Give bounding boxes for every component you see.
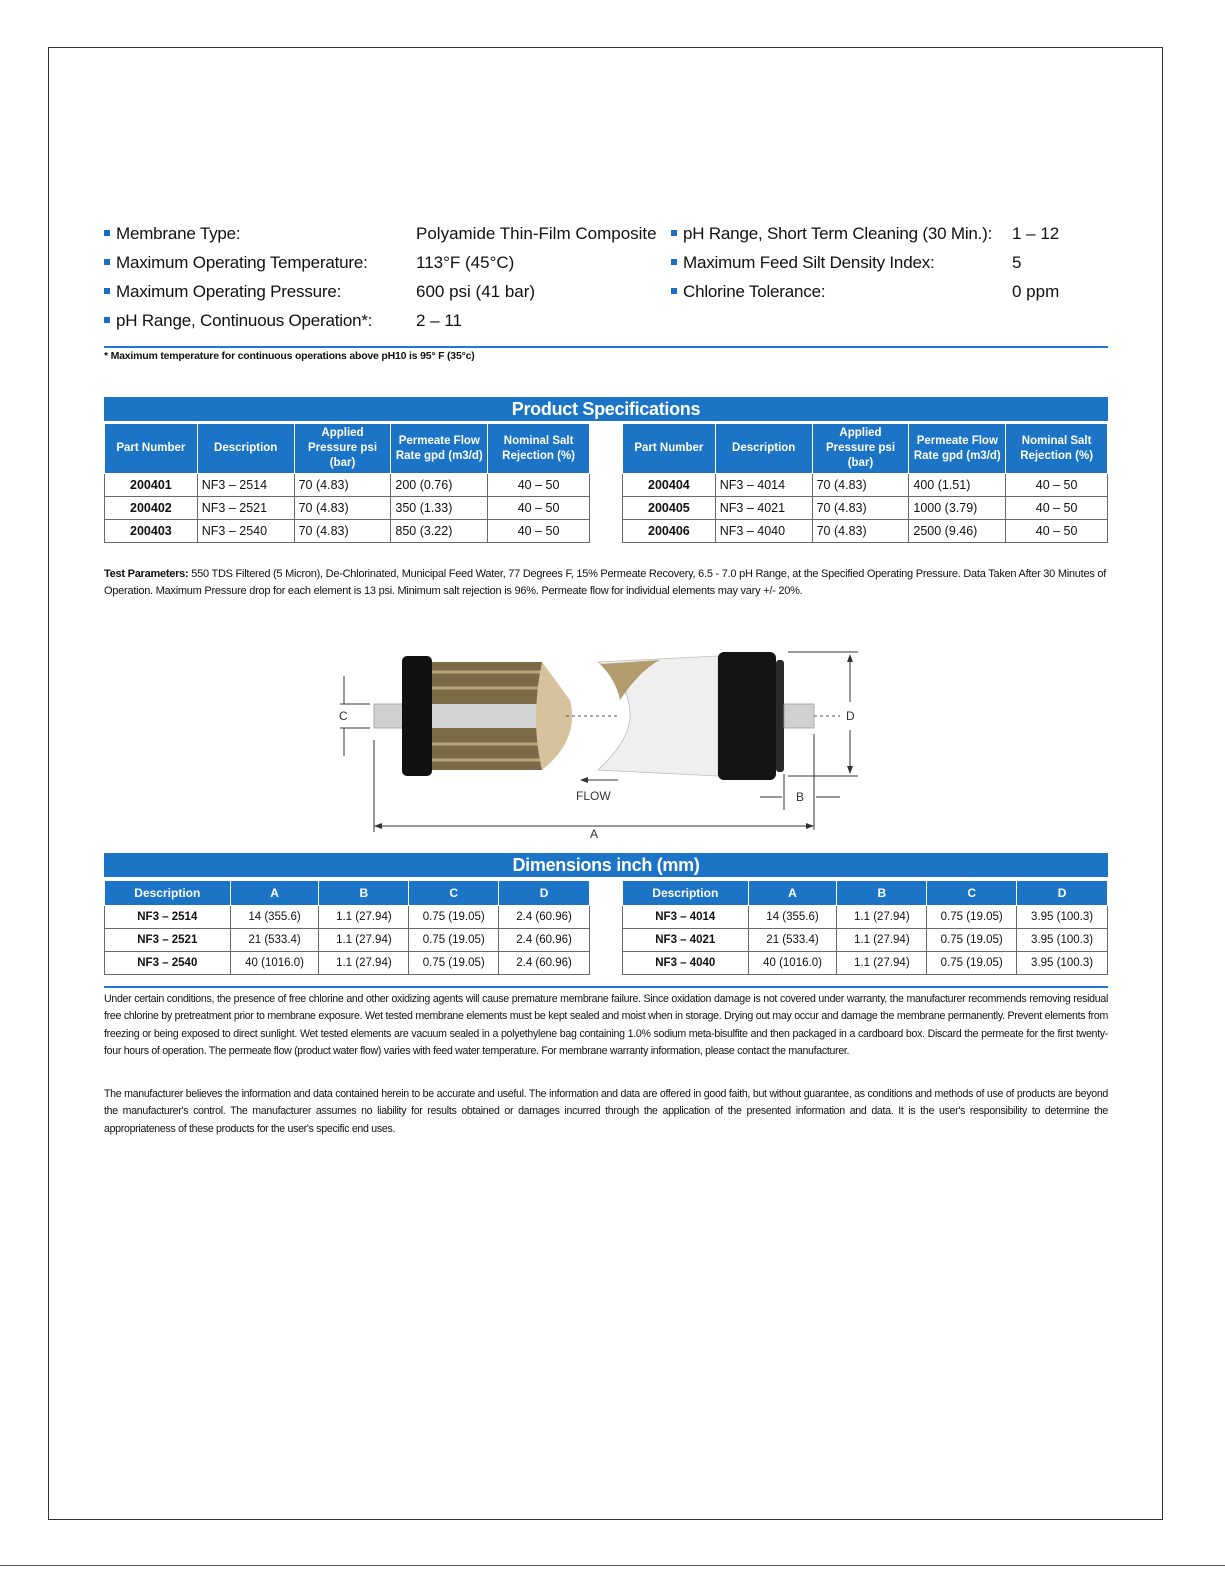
product-specs-table-right [622, 423, 1108, 543]
table-cell: 400 (1.51) [909, 474, 1006, 497]
table-cell: NF3 – 2521 [197, 497, 294, 520]
column-header: A [230, 881, 319, 906]
product-specs-table-left [104, 423, 590, 543]
table-cell: 200406 [623, 520, 716, 543]
test-parameters-label: Test Parameters: [104, 568, 189, 580]
table-cell: 0.75 (19.05) [409, 952, 499, 975]
table-header-row [623, 424, 1108, 474]
table-cell: 200402 [105, 497, 198, 520]
column-header: Description [105, 881, 231, 906]
end-cap-rim [776, 660, 784, 772]
membrane-specs [104, 224, 1108, 344]
spec-item [104, 224, 240, 244]
table-cell: NF3 – 2514 [197, 474, 294, 497]
column-header: A [748, 881, 837, 906]
table-row [623, 520, 1108, 543]
table-row [623, 929, 1108, 952]
table-cell: NF3 – 2521 [105, 929, 231, 952]
table-cell: 0.75 (19.05) [927, 952, 1017, 975]
arrow-icon [374, 823, 382, 829]
temperature-footnote: * Maximum temperature for continuous operations above pH10 is 95° F (35°c) [104, 350, 475, 362]
test-parameters-text: 550 TDS Filtered (5 Micron), De-Chlorinated, Municipal Feed Water, 77 Degrees F, 15% Permeate Recovery, 6.5 - 7.0 pH Range, at the Specified Operating Pressure. Data Taken After 30 Minutes of Operation. Maximum Pressure drop for each element is 13 psi. Minimum salt rejection is 96%. Permeate flow for individual elements may vary +/- 20%. [104, 568, 1107, 597]
table-cell: 0.75 (19.05) [409, 929, 499, 952]
column-header: Description [623, 881, 749, 906]
table-cell: 850 (3.22) [391, 520, 488, 543]
table-row [105, 952, 590, 975]
test-parameters [104, 566, 1108, 600]
dimensions-divider [104, 986, 1108, 988]
table-row [623, 497, 1108, 520]
table-cell: 1.1 (27.94) [319, 952, 409, 975]
arrow-icon [806, 823, 814, 829]
table-cell: NF3 – 4021 [715, 497, 812, 520]
column-header: Permeate Flow Rate gpd (m3/d) [909, 424, 1006, 474]
table-cell: 70 (4.83) [812, 520, 909, 543]
table-cell: NF3 – 2514 [105, 906, 231, 929]
spec-value: 113°F (45°C) [416, 253, 515, 272]
bullet-icon [671, 259, 677, 265]
table-cell: 350 (1.33) [391, 497, 488, 520]
table-cell: NF3 – 4021 [623, 929, 749, 952]
table-cell: 2500 (9.46) [909, 520, 1006, 543]
bullet-icon [671, 288, 677, 294]
dim-d-label: D [846, 709, 855, 723]
spec-item [671, 282, 825, 302]
arrow-icon [847, 654, 853, 662]
end-cap-left [402, 656, 432, 776]
chlorine-warning-paragraph: Under certain conditions, the presence of free chlorine and other oxidizing agents will cause premature membrane failure. Since oxidation damage is not covered under warranty, the manufacturer recommends removing residual free chlorine by pretreatment prior to membrane exposure. Wet tested membrane elements must be kept sealed and moist when in storage. Drying out may occur and damage the membrane permanently. Prevent elements from freezing or being exposed to direct sunlight. Wet tested elements are vacuum sealed in a polyethylene bag containing 1.0% sodium meta-bisulfite and then packaged in a cardboard box. Discard the permeate for the first twenty-four hours of operation. The permeate flow (product water flow) varies with feed water temperature. For membrane warranty information, please contact the manufacturer. [104, 993, 1108, 1057]
table-cell: 3.95 (100.3) [1017, 929, 1108, 952]
column-header: B [837, 881, 927, 906]
membrane-element-diagram [330, 640, 870, 840]
table-cell: 2.4 (60.96) [499, 906, 590, 929]
spec-label: Maximum Feed Silt Density Index: [683, 253, 935, 272]
table-cell: 14 (355.6) [748, 906, 837, 929]
spec-item [104, 282, 341, 302]
table-cell: 21 (533.4) [748, 929, 837, 952]
table-header-row [105, 881, 590, 906]
table-cell: 200405 [623, 497, 716, 520]
table-cell: 1.1 (27.94) [837, 929, 927, 952]
spec-label: pH Range, Continuous Operation*: [116, 311, 373, 330]
bullet-icon [671, 230, 677, 236]
column-header: Nominal Salt Rejection (%) [1006, 424, 1108, 474]
table-cell: 200403 [105, 520, 198, 543]
spec-item [104, 311, 372, 331]
table-cell: 3.95 (100.3) [1017, 906, 1108, 929]
table-cell: NF3 – 4040 [715, 520, 812, 543]
spec-item [671, 253, 935, 273]
table-cell: NF3 – 4014 [715, 474, 812, 497]
table-cell: NF3 – 4040 [623, 952, 749, 975]
table-cell: 40 – 50 [1006, 474, 1108, 497]
bullet-icon [104, 317, 110, 323]
table-cell: NF3 – 4014 [623, 906, 749, 929]
column-header: C [409, 881, 499, 906]
table-row [105, 474, 590, 497]
column-header: C [927, 881, 1017, 906]
table-cell: 1.1 (27.94) [319, 906, 409, 929]
dim-c-label: C [339, 709, 348, 723]
table-cell: 21 (533.4) [230, 929, 319, 952]
table-cell: 70 (4.83) [294, 497, 391, 520]
table-row [105, 906, 590, 929]
column-header: D [499, 881, 590, 906]
spec-label: Maximum Operating Temperature: [116, 253, 368, 272]
table-row [105, 497, 590, 520]
column-header: Applied Pressure psi (bar) [294, 424, 391, 474]
spec-value: 0 ppm [1012, 282, 1060, 301]
table-cell: 40 – 50 [1006, 497, 1108, 520]
spec-value: 600 psi (41 bar) [416, 282, 536, 301]
arrow-icon [847, 766, 853, 774]
table-row [105, 520, 590, 543]
table-cell: 2.4 (60.96) [499, 952, 590, 975]
spec-label: Chlorine Tolerance: [683, 282, 826, 301]
table-row [623, 474, 1108, 497]
table-cell: 1.1 (27.94) [837, 906, 927, 929]
table-cell: 40 – 50 [488, 520, 590, 543]
table-cell: NF3 – 2540 [105, 952, 231, 975]
permeate-tube-right [784, 704, 814, 728]
spec-label: Maximum Operating Pressure: [116, 282, 342, 301]
table-cell: 40 – 50 [1006, 520, 1108, 543]
flow-arrow-icon [580, 777, 588, 783]
bullet-icon [104, 288, 110, 294]
table-cell: 0.75 (19.05) [927, 906, 1017, 929]
bottom-divider [0, 1565, 1225, 1566]
table-header-row [105, 424, 590, 474]
specs-divider [104, 346, 1108, 348]
spec-label: Membrane Type: [116, 224, 241, 243]
table-row [105, 929, 590, 952]
spec-value: 5 [1012, 253, 1022, 272]
disclaimer-paragraph: The manufacturer believes the information and data contained herein to be accurate and useful. The information and data are offered in good faith, but without guarantee, as conditions and methods of use of products are beyond the manufacturer's control. The manufacturer assumes no liability for results obtained or damages incurred through the application of the presented information and data. It is the user's responsibility to determine the appropriateness of these products for the user's specific end uses. [104, 1088, 1108, 1135]
table-cell: 70 (4.83) [294, 474, 391, 497]
spec-item [104, 253, 368, 273]
bullet-icon [104, 230, 110, 236]
table-cell: 0.75 (19.05) [409, 906, 499, 929]
table-cell: 70 (4.83) [294, 520, 391, 543]
table-cell: 40 (1016.0) [230, 952, 319, 975]
spec-value: 1 – 12 [1012, 224, 1060, 243]
table-cell: NF3 – 2540 [197, 520, 294, 543]
dimensions-title: Dimensions inch (mm) [104, 853, 1108, 877]
dimensions-table-right [622, 880, 1108, 975]
table-cell: 1000 (3.79) [909, 497, 1006, 520]
table-cell: 40 – 50 [488, 474, 590, 497]
table-header-row [623, 881, 1108, 906]
bullet-icon [104, 259, 110, 265]
table-row [623, 906, 1108, 929]
column-header: Description [197, 424, 294, 474]
table-cell: 1.1 (27.94) [319, 929, 409, 952]
column-header: Permeate Flow Rate gpd (m3/d) [391, 424, 488, 474]
table-cell: 40 – 50 [488, 497, 590, 520]
product-specs-title: Product Specifications [104, 397, 1108, 421]
table-cell: 200404 [623, 474, 716, 497]
table-cell: 0.75 (19.05) [927, 929, 1017, 952]
spec-value: 2 – 11 [416, 311, 463, 330]
spec-item [671, 224, 992, 244]
table-cell: 40 (1016.0) [748, 952, 837, 975]
table-cell: 70 (4.83) [812, 497, 909, 520]
table-cell: 2.4 (60.96) [499, 929, 590, 952]
column-header: D [1017, 881, 1108, 906]
end-cap-right [718, 652, 776, 780]
column-header: B [319, 881, 409, 906]
column-header: Description [715, 424, 812, 474]
table-cell: 14 (355.6) [230, 906, 319, 929]
column-header: Nominal Salt Rejection (%) [488, 424, 590, 474]
flow-label: FLOW [576, 789, 611, 803]
dim-b-label: B [796, 790, 805, 804]
dimensions-table-left [104, 880, 590, 975]
table-cell: 70 (4.83) [812, 474, 909, 497]
table-cell: 3.95 (100.3) [1017, 952, 1108, 975]
column-header: Part Number [623, 424, 716, 474]
dim-a-label: A [590, 827, 599, 840]
table-cell: 200401 [105, 474, 198, 497]
table-row [623, 952, 1108, 975]
column-header: Applied Pressure psi (bar) [812, 424, 909, 474]
table-cell: 1.1 (27.94) [837, 952, 927, 975]
spec-label: pH Range, Short Term Cleaning (30 Min.): [683, 224, 993, 243]
spec-value: Polyamide Thin-Film Composite [416, 224, 657, 243]
table-cell: 200 (0.76) [391, 474, 488, 497]
center-tube [432, 704, 542, 728]
column-header: Part Number [105, 424, 198, 474]
